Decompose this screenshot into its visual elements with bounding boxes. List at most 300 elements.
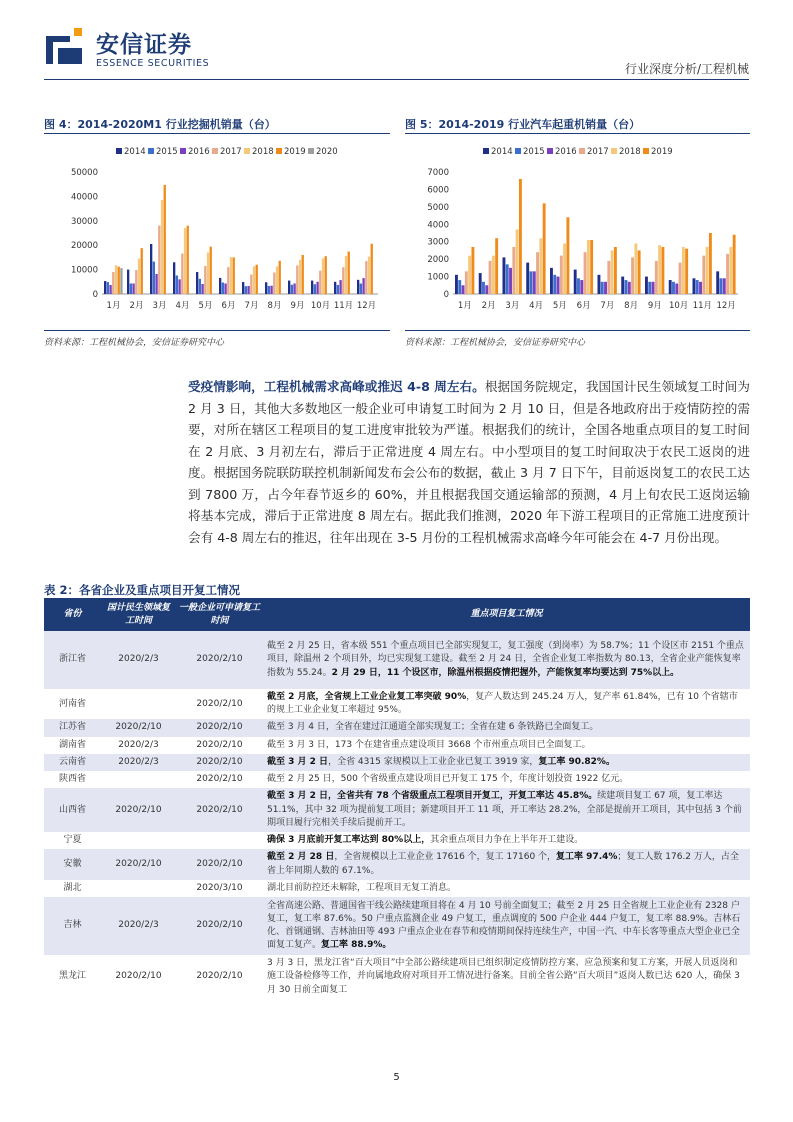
bar-2020-1 [120, 268, 122, 294]
bar-2018-5 [563, 243, 566, 294]
x-tick-label: 7月 [244, 301, 259, 311]
cell-province: 吉林 [44, 897, 101, 955]
figure4-title: 图 4：2014-2020M1 行业挖掘机销量（台） [44, 118, 276, 131]
bar-2019-8 [638, 250, 641, 294]
status-text: 截至 2 月 25 日，500 个省级重点建设项目已开复工 175 个，年度计划投资 1922 亿元。 [267, 774, 629, 785]
bar-2015-9 [291, 285, 293, 294]
x-tick-label: 5月 [198, 301, 213, 311]
bar-2015-4 [176, 275, 178, 294]
bar-2014-8 [265, 282, 267, 294]
x-tick-label: 9月 [647, 301, 662, 311]
legend-label: 2014 [124, 147, 146, 157]
bar-2018-10 [322, 258, 324, 294]
bar-2018-11 [706, 247, 709, 294]
status-text: 截至 3 月 4 日，全省在建过江通道全部实现复工；全省在建 6 条铁路已全面复工。 [267, 722, 599, 733]
x-tick-label: 1月 [106, 301, 121, 311]
table-row [44, 832, 750, 849]
bar-2016-6 [580, 280, 583, 294]
bar-2014-9 [288, 281, 290, 294]
cell-general-date: 2020/2/10 [196, 698, 243, 709]
figure4-chart [44, 138, 390, 323]
cell-status [263, 754, 750, 771]
bar-2017-9 [296, 265, 298, 294]
bar-2018-3 [516, 230, 519, 294]
bar-2017-9 [655, 261, 658, 294]
cell-general-date: 2020/2/10 [176, 849, 263, 879]
y-tick-label: 3000 [427, 237, 449, 248]
legend-swatch [116, 148, 122, 154]
bar-2014-11 [334, 282, 336, 294]
bar-2017-4 [181, 253, 183, 294]
y-tick-label: 40000 [70, 192, 98, 203]
bar-2018-2 [138, 259, 140, 294]
reopening-table [44, 598, 750, 999]
bar-2015-11 [696, 280, 699, 294]
bar-2017-7 [250, 274, 252, 294]
status-text: 截至 3 月 3 日，173 个在建省重点建设项目 3668 个市州重点项目已全面复工。 [267, 739, 591, 750]
bar-2014-5 [550, 268, 553, 294]
cell-status [263, 737, 750, 754]
cell-priority-date: 2020/2/10 [101, 849, 176, 879]
bar-2014-3 [150, 244, 152, 294]
bar-2017-3 [158, 226, 160, 294]
bar-2019-1 [471, 247, 474, 294]
bar-2018-8 [634, 243, 637, 294]
table-row [44, 754, 750, 771]
table-row [44, 788, 750, 832]
cell-province: 河南省 [58, 698, 86, 709]
status-text: 湖北目前防控还未解除，工程项目无复工消息。 [267, 882, 457, 893]
cell-priority-date: 2020/2/3 [101, 631, 176, 689]
bar-2018-1 [468, 256, 471, 294]
bar-2019-2 [141, 248, 143, 294]
bar-2018-1 [115, 265, 117, 294]
cell-province: 江苏省 [44, 719, 101, 736]
essence-logo-icon [44, 26, 84, 66]
bar-2017-11 [342, 267, 344, 294]
header-divider [44, 79, 749, 80]
legend-label: 2015 [523, 147, 545, 157]
legend-label: 2017 [587, 147, 609, 157]
bar-2014-6 [219, 278, 221, 294]
bar-2016-3 [509, 268, 512, 294]
bar-2019-5 [566, 217, 569, 294]
bar-2016-4 [533, 271, 536, 294]
legend-swatch [515, 148, 521, 154]
legend-label: 2014 [491, 147, 513, 157]
table-row [44, 880, 750, 897]
legend-label: 2020 [316, 147, 338, 157]
bar-2019-4 [187, 226, 189, 294]
table2-title: 表 2：各省企业及重点项目开复工情况 [44, 583, 241, 597]
bar-2019-6 [590, 240, 593, 294]
bar-2016-12 [723, 278, 726, 294]
bar-2014-5 [196, 272, 198, 294]
bar-2019-6 [233, 257, 235, 294]
bar-2019-5 [210, 247, 212, 294]
bar-2014-1 [104, 281, 106, 294]
figure5-chart [405, 138, 750, 323]
bar-2016-2 [485, 285, 488, 294]
table-row [44, 771, 750, 788]
bar-2019-9 [302, 255, 304, 294]
bar-2015-5 [553, 275, 556, 294]
x-tick-label: 4月 [175, 301, 190, 311]
bar-2018-6 [587, 240, 590, 294]
bar-2014-12 [357, 280, 359, 294]
legend-swatch [180, 148, 186, 154]
figure4-bottom-rule [44, 330, 390, 331]
bar-2014-6 [574, 270, 577, 294]
cell-general-date [176, 832, 263, 849]
status-highlight: 复工率 90.82%。 [538, 756, 615, 767]
bar-2018-12 [368, 257, 370, 294]
bar-2014-7 [242, 282, 244, 294]
bar-2015-5 [199, 279, 201, 294]
x-tick-label: 3月 [505, 301, 520, 311]
bar-2016-7 [247, 286, 249, 294]
col-header-general-date: 一般企业可申请复工时间 [176, 598, 263, 631]
bar-2014-12 [716, 271, 719, 294]
cell-status [263, 897, 750, 955]
cell-province: 安徽 [44, 849, 101, 879]
bar-2016-10 [675, 284, 678, 294]
cell-priority-date: 2020/2/10 [101, 788, 176, 832]
bar-2017-12 [365, 261, 367, 294]
x-tick-label: 9月 [290, 301, 305, 311]
bar-2016-9 [652, 282, 655, 294]
bar-2019-4 [543, 203, 546, 294]
bar-2017-7 [607, 261, 610, 294]
bar-2017-6 [584, 252, 587, 294]
cell-priority-date [101, 771, 176, 788]
x-tick-label: 11月 [333, 301, 354, 311]
x-tick-label: 6月 [221, 301, 236, 311]
legend-label: 2018 [619, 147, 641, 157]
bar-2018-10 [682, 247, 685, 294]
cell-priority-date: 2020/2/3 [101, 897, 176, 955]
cell-province: 浙江省 [44, 631, 101, 689]
bar-2016-1 [109, 285, 111, 294]
cell-priority-date: 2020/2/3 [101, 754, 176, 771]
bar-2018-4 [539, 238, 542, 294]
figure4-rule [44, 133, 390, 134]
bar-2019-3 [519, 179, 522, 294]
bar-2015-8 [625, 280, 628, 294]
bar-2016-7 [604, 282, 607, 294]
x-tick-label: 12月 [356, 301, 377, 311]
x-tick-label: 5月 [552, 301, 567, 311]
cell-province: 黑龙江 [58, 971, 86, 982]
figure5-rule [405, 133, 750, 134]
status-text: 续建项目复工 67 项，复工率达 51.1%，其中 32 项为提前复工项目；新建项目开工 11 项，开工率达 28.2%，全部是提前开工项目，其中包括 3 个前期项目履行完相关手续后提前开工。 [267, 791, 742, 828]
cell-status [263, 631, 750, 689]
bar-2019-12 [733, 235, 736, 294]
bar-2017-2 [489, 261, 492, 294]
legend-label: 2019 [651, 147, 673, 157]
bar-2019-1 [118, 267, 120, 294]
legend-label: 2015 [156, 147, 178, 157]
cell-priority-date: 2020/2/10 [101, 719, 176, 736]
bar-2019-3 [164, 185, 166, 294]
bar-2019-11 [348, 252, 350, 294]
x-tick-label: 1月 [457, 301, 472, 311]
bar-2016-3 [155, 274, 157, 294]
legend-swatch [611, 148, 617, 154]
bar-2016-1 [462, 285, 465, 294]
bar-2019-10 [685, 249, 688, 294]
cell-province: 云南省 [44, 754, 101, 771]
bar-2017-1 [465, 271, 468, 294]
cell-general-date: 2020/2/10 [176, 788, 263, 832]
bar-2018-6 [230, 257, 232, 294]
table-row [44, 737, 750, 754]
col-header-status: 重点项目复工情况 [263, 598, 750, 631]
bar-2018-2 [492, 256, 495, 294]
x-tick-label: 7月 [600, 301, 615, 311]
bar-2019-2 [495, 238, 498, 294]
bar-2017-5 [560, 256, 563, 294]
legend-swatch [244, 148, 250, 154]
legend-swatch [483, 148, 489, 154]
bar-2018-3 [161, 200, 163, 294]
bar-2018-4 [184, 228, 186, 294]
y-tick-label: 0 [443, 290, 449, 300]
col-header-priority-date: 国计民生领域复工时间 [101, 598, 176, 631]
bar-2015-10 [314, 284, 316, 294]
figure5-source: 资料来源：工程机械协会，安信证券研究中心 [405, 338, 586, 348]
table-row [44, 719, 750, 736]
y-tick-label: 0 [92, 290, 98, 300]
col-header-province: 省份 [44, 598, 101, 631]
bar-2018-7 [611, 250, 614, 294]
page-number: 5 [393, 1072, 400, 1083]
bar-2017-5 [204, 266, 206, 294]
status-text: ，全省规模以上工业企业 17616 个，复工 17160 个， [334, 852, 557, 863]
status-highlight: 截至 2 月 28 日 [267, 852, 335, 863]
legend-swatch [308, 148, 314, 154]
bar-2015-7 [601, 282, 604, 294]
x-tick-label: 8月 [267, 301, 282, 311]
legend-swatch [579, 148, 585, 154]
y-tick-label: 1000 [427, 272, 449, 283]
status-highlight: 复工率 97.4% [556, 852, 618, 863]
bar-2017-6 [227, 267, 229, 294]
table-row [44, 849, 750, 879]
cell-province: 湖南省 [58, 739, 86, 750]
x-tick-label: 4月 [529, 301, 544, 311]
cell-general-date: 2020/2/10 [196, 774, 243, 785]
bar-2014-2 [127, 270, 129, 294]
bar-2016-12 [362, 278, 364, 294]
report-section: 行业深度分析/工程机械 [624, 62, 749, 76]
status-highlight: 2 月 29 日，11 个设区市，除温州根据疫情把握外，产能恢复率均要达到 75%以上。 [331, 667, 680, 678]
cell-priority-date [101, 880, 176, 897]
bar-2016-11 [339, 280, 341, 294]
x-tick-label: 8月 [624, 301, 639, 311]
bar-2018-11 [345, 256, 347, 294]
bar-2017-10 [679, 263, 682, 294]
figure5-title: 图 5：2014-2019 行业汽车起重机销量（台） [405, 118, 641, 131]
bar-2016-2 [132, 284, 134, 294]
y-tick-label: 4000 [427, 220, 449, 231]
bar-2015-8 [268, 286, 270, 294]
y-tick-label: 6000 [427, 185, 449, 196]
bar-2015-3 [506, 264, 509, 294]
bar-2014-3 [503, 257, 506, 294]
cell-priority-date [101, 832, 176, 849]
bar-2015-7 [245, 286, 247, 294]
table-row [44, 897, 750, 955]
cell-general-date: 2020/3/10 [196, 882, 243, 893]
legend-swatch [148, 148, 154, 154]
bar-2014-10 [311, 281, 313, 294]
body-lead: 受疫情影响，工程机械需求高峰或推迟 4-8 周左右。 [188, 379, 485, 394]
bar-2015-1 [107, 282, 109, 294]
status-highlight: 截至 2 月底，全省规上工业企业复工率突破 90% [267, 692, 467, 702]
bar-2016-6 [224, 284, 226, 294]
x-tick-label: 11月 [692, 301, 713, 311]
cell-general-date: 2020/2/10 [196, 971, 243, 982]
bar-2017-11 [702, 256, 705, 294]
bar-2014-10 [669, 280, 672, 294]
table-header-row [44, 598, 750, 631]
cell-province: 湖北 [63, 882, 82, 893]
legend-swatch [547, 148, 553, 154]
bar-2017-2 [135, 270, 137, 294]
bar-2017-1 [112, 272, 114, 294]
cell-general-date: 2020/2/10 [176, 897, 263, 955]
bar-2014-4 [526, 263, 529, 294]
bar-2015-10 [672, 282, 675, 294]
legend-label: 2019 [284, 147, 306, 157]
bar-2019-10 [325, 256, 327, 294]
cell-status [263, 788, 750, 832]
legend-label: 2017 [220, 147, 242, 157]
bar-2019-12 [371, 244, 373, 294]
legend-swatch [276, 148, 282, 154]
cell-priority-date: 2020/2/3 [118, 739, 159, 750]
y-tick-label: 2000 [427, 255, 449, 266]
bar-2016-5 [201, 284, 203, 294]
y-tick-label: 20000 [70, 241, 98, 252]
bar-2014-4 [173, 262, 175, 294]
bar-2017-8 [273, 273, 275, 294]
figure4-source: 资料来源：工程机械协会，安信证券研究中心 [44, 338, 225, 348]
bar-2015-9 [648, 282, 651, 294]
cell-priority-date [101, 689, 176, 719]
table-row [44, 955, 750, 999]
legend-swatch [212, 148, 218, 154]
bar-2017-10 [319, 271, 321, 294]
bar-2018-12 [729, 247, 732, 294]
status-highlight: 确保 3 月底前开复工率达到 80%以上， [267, 835, 431, 846]
bar-2017-8 [631, 257, 634, 294]
bar-2015-12 [720, 278, 723, 294]
bar-2017-12 [726, 254, 729, 294]
bar-2016-5 [557, 277, 560, 294]
bar-2015-2 [130, 284, 132, 294]
bar-2016-4 [178, 279, 180, 294]
cell-general-date: 2020/2/10 [196, 739, 243, 750]
x-tick-label: 10月 [310, 301, 331, 311]
y-tick-label: 7000 [427, 168, 449, 178]
x-tick-label: 2月 [129, 301, 144, 311]
table-row [44, 689, 750, 719]
x-tick-label: 6月 [576, 301, 591, 311]
bar-2019-7 [256, 265, 258, 294]
cell-status [263, 849, 750, 879]
bar-2014-2 [479, 273, 482, 294]
legend-label: 2016 [188, 147, 210, 157]
status-highlight: 截至 3 月 2 日 [267, 756, 329, 767]
body-paragraph [188, 376, 750, 548]
bar-2019-8 [279, 261, 281, 294]
status-text: ，全省 4315 家规模以上工业企业已复工 3919 家， [328, 756, 539, 767]
bar-2015-4 [530, 271, 533, 294]
cell-province: 宁夏 [63, 835, 82, 846]
cell-status [263, 771, 750, 788]
bar-2016-8 [270, 286, 272, 294]
bar-2015-6 [222, 283, 224, 294]
cell-general-date: 2020/2/10 [176, 754, 263, 771]
status-text: 截至 2 月 25 日，省本级 551 个重点项目已全部实现复工，复工强度（到岗率）为 58.7%；11 个设区市 2151 个重点项目，除温州 2 个项目外，均已实现复工建设。截至 2 月 24 日，全省企业复工率指数为 80.13，全省企业产能恢复率指数为 55.24。 [267, 641, 744, 678]
cell-general-date: 2020/2/10 [176, 719, 263, 736]
bar-2015-1 [458, 280, 461, 294]
y-tick-label: 10000 [70, 265, 98, 276]
legend-swatch [643, 148, 649, 154]
bar-2018-9 [299, 260, 301, 294]
status-text: 其余重点项目力争在上半年开工建设。 [430, 835, 584, 846]
status-text: ，复产人数达到 245.24 万人，复产率 61.84%，已有 10 个省辖市的规上工业企业复工率超过 95%。 [267, 692, 738, 716]
bar-2015-6 [577, 278, 580, 294]
status-text: ；复工人数 176.2 万人，占全省上年同期人数的 67.1%。 [267, 852, 739, 876]
status-highlight: 复工率 88.9%。 [321, 940, 392, 951]
bar-2019-11 [709, 233, 712, 294]
bar-2014-1 [455, 275, 458, 294]
cell-general-date: 2020/2/10 [176, 631, 263, 689]
cell-status [263, 719, 750, 736]
bar-2017-3 [512, 247, 515, 294]
bar-2015-11 [337, 285, 339, 294]
cell-status [263, 832, 750, 849]
status-highlight: 截至 3 月 2 日，全省共有 78 个省级重点工程项目开复工，开复工率达 45.8%。 [267, 791, 598, 802]
x-tick-label: 3月 [152, 301, 167, 311]
bar-2015-2 [482, 282, 485, 294]
y-tick-label: 50000 [70, 168, 98, 178]
bar-2016-8 [628, 282, 631, 294]
bar-2018-8 [276, 266, 278, 294]
x-tick-label: 2月 [481, 301, 496, 311]
y-tick-label: 5000 [427, 202, 449, 213]
brand-name-en: ESSENCE SECURITIES [96, 58, 210, 69]
x-tick-label: 12月 [716, 301, 736, 311]
bar-2018-9 [658, 245, 661, 294]
cell-status [263, 689, 750, 719]
bar-2018-7 [253, 266, 255, 294]
cell-priority-date: 2020/2/10 [115, 971, 162, 982]
bar-2017-4 [536, 252, 539, 294]
cell-province: 山西省 [44, 788, 101, 832]
x-tick-label: 10月 [668, 301, 689, 311]
legend-label: 2018 [252, 147, 274, 157]
bar-2019-7 [614, 247, 617, 294]
y-tick-label: 30000 [70, 216, 98, 227]
bar-2014-8 [621, 277, 624, 294]
bar-2014-7 [598, 275, 601, 294]
legend-label: 2016 [555, 147, 577, 157]
bar-2015-3 [153, 262, 155, 294]
